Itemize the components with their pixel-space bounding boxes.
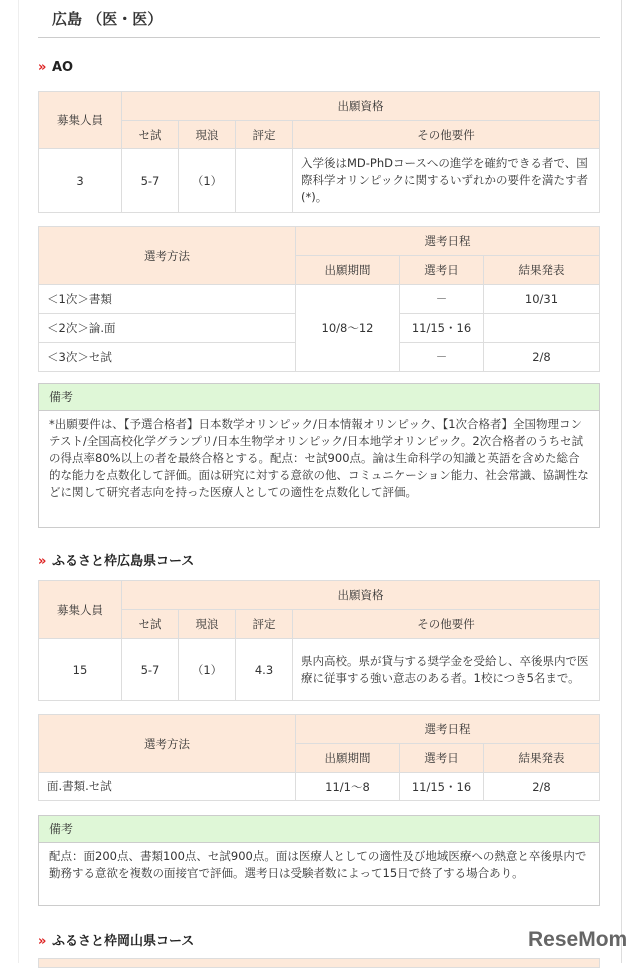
header-result: 結果発表 bbox=[484, 744, 600, 773]
table-row bbox=[39, 285, 600, 314]
header-center: セ試 bbox=[122, 610, 179, 639]
section-name: ふるさと枠岡山県コース bbox=[51, 934, 195, 949]
header-hyotei: 評定 bbox=[236, 121, 293, 149]
divider bbox=[38, 37, 600, 38]
header-hyotei: 評定 bbox=[236, 610, 293, 639]
remarks-text: *出願要件は、【予選合格者】日本数学オリンピック/日本情報オリンピック、【1次合格者】全国物理コンテスト/全国高校化学グランプリ/日本生物学オリンピック/日本地学オリンピック。2次合格者のうちセ試の得点率80%以上の者を最終合格とする。配点：セ試900点。論は生命科学の知識と英語を含めた総合的な能力を点数化して評価。面は研究に対する意欲の他、コミュニケーション能力、社会常識、協調性などに関して研究者志向を持った医療人としての適性を点数化して評価。 bbox=[49, 417, 589, 499]
header-result: 結果発表 bbox=[484, 256, 600, 285]
cell-center: 5-7 bbox=[122, 149, 179, 213]
header-count: 募集人員 bbox=[39, 92, 122, 149]
cell-method: ＜1次＞書類 bbox=[39, 285, 296, 314]
cell-date: 11/15・16 bbox=[400, 314, 484, 343]
table-row bbox=[39, 773, 600, 801]
cell-genro: （1） bbox=[179, 639, 236, 701]
remarks-box-hiroshima bbox=[38, 815, 600, 906]
header-period: 出願期間 bbox=[296, 256, 400, 285]
header-genro: 現浪 bbox=[179, 121, 236, 149]
section-heading-okayama bbox=[38, 930, 194, 949]
cell-period: 11/1～8 bbox=[296, 773, 400, 801]
header-method: 選考方法 bbox=[39, 227, 296, 285]
cell-other: 県内高校。県が貸与する奨学金を受給し、卒後県内で医療に従事する強い意志のある者。1校につき5名まで。 bbox=[293, 639, 600, 701]
section-name: ふるさと枠広島県コース bbox=[51, 554, 195, 569]
requirements-table-hiroshima bbox=[38, 580, 600, 701]
chevron-right-icon: » bbox=[38, 554, 44, 569]
header-method: 選考方法 bbox=[39, 715, 296, 773]
resemom-logo: ReseMom bbox=[528, 928, 628, 951]
cell-date: 11/15・16 bbox=[400, 773, 484, 801]
chevron-right-icon: » bbox=[38, 60, 44, 75]
header-other: その他要件 bbox=[293, 610, 600, 639]
remarks-text: 配点：面200点、書類100点、セ試900点。面は医療人としての適性及び地域医療への熱意と卒後県内で勤務する意欲を複数の面接官で評価。選考日は受験者数によって15日で終了する場合あり。 bbox=[49, 849, 587, 880]
header-schedule: 選考日程 bbox=[296, 227, 600, 256]
cell-hyotei: 4.3 bbox=[236, 639, 293, 701]
header-period: 出願期間 bbox=[296, 744, 400, 773]
cell-result: 2/8 bbox=[484, 343, 600, 372]
requirements-table-ao bbox=[38, 91, 600, 213]
cell-method: ＜3次＞セ試 bbox=[39, 343, 296, 372]
chevron-right-icon: » bbox=[38, 934, 44, 949]
cell-date: － bbox=[400, 285, 484, 314]
schedule-table-ao bbox=[38, 226, 600, 372]
header-genro: 現浪 bbox=[179, 610, 236, 639]
cell-method: ＜2次＞論.面 bbox=[39, 314, 296, 343]
header-date: 選考日 bbox=[400, 256, 484, 285]
header-date: 選考日 bbox=[400, 744, 484, 773]
cell-other: 入学後はMD-PhDコースへの進学を確約できる者で、国際科学オリンピックに関するいずれかの要件を満たす者(*)。 bbox=[293, 149, 600, 213]
page-title: 広島 （医・医） bbox=[52, 10, 163, 28]
header-count: 募集人員 bbox=[39, 581, 122, 639]
cell-count: 15 bbox=[39, 639, 122, 701]
cell-genro: （1） bbox=[179, 149, 236, 213]
cell-method: 面.書類.セ試 bbox=[39, 773, 296, 801]
cell-period: 10/8～12 bbox=[296, 285, 400, 372]
cell-count: 3 bbox=[39, 149, 122, 213]
cell-center: 5-7 bbox=[122, 639, 179, 701]
header-qualification: 出願資格 bbox=[122, 581, 600, 610]
header-center: セ試 bbox=[122, 121, 179, 149]
remarks-label: 備考 bbox=[39, 384, 599, 411]
section-heading-hiroshima bbox=[38, 550, 194, 569]
schedule-table-hiroshima bbox=[38, 714, 600, 801]
cell-result bbox=[484, 314, 600, 343]
section-name: AO bbox=[51, 60, 74, 75]
cell-hyotei bbox=[236, 149, 293, 213]
header-qualification: 出願資格 bbox=[122, 92, 600, 121]
cell-result: 10/31 bbox=[484, 285, 600, 314]
section-heading-ao bbox=[38, 60, 73, 75]
cell-date: － bbox=[400, 343, 484, 372]
remarks-box-ao bbox=[38, 383, 600, 528]
cell-result: 2/8 bbox=[484, 773, 600, 801]
header-other: その他要件 bbox=[293, 121, 600, 149]
remarks-label: 備考 bbox=[39, 816, 599, 843]
header-schedule: 選考日程 bbox=[296, 715, 600, 744]
table-top-okayama bbox=[38, 958, 600, 968]
